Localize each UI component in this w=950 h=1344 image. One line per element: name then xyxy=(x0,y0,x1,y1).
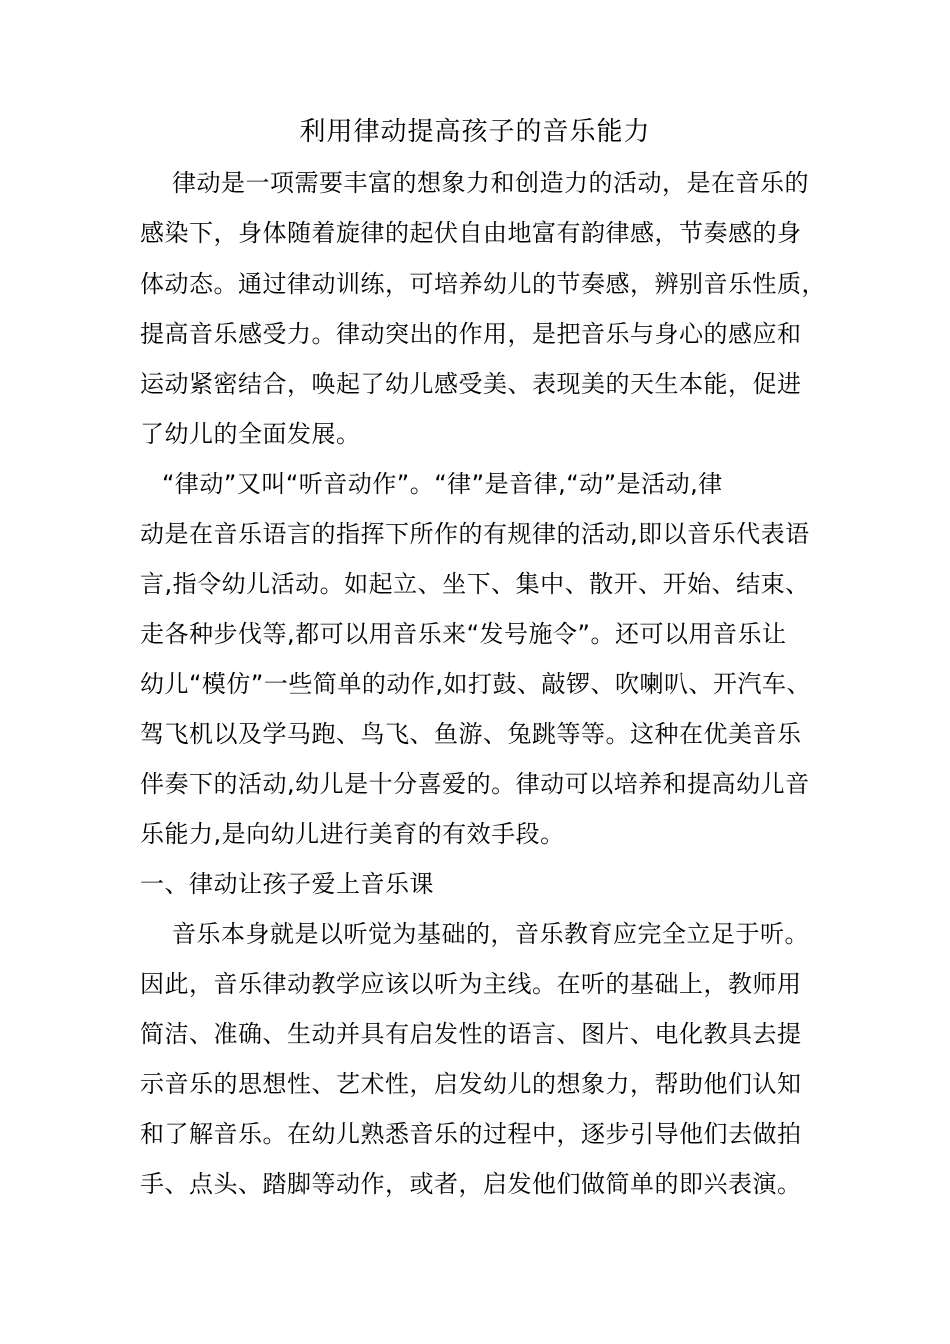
paragraph-line: 驾飞机以及学马跑、鸟飞、鱼游、兔跳等等。这种在优美音乐 xyxy=(140,720,802,748)
paragraph-line: 感染下，身体随着旋律的起伏自由地富有韵律感，节奏感的身 xyxy=(140,219,802,247)
paragraph-line: 了幼儿的全面发展。 xyxy=(140,420,361,448)
paragraph-line: 走各种步伐等,都可以用音乐来“发号施令”。还可以用音乐让 xyxy=(140,620,787,648)
paragraph-line: 伴奏下的活动,幼儿是十分喜爱的。律动可以培养和提高幼儿音 xyxy=(140,770,810,798)
paragraph-line: 和了解音乐。在幼儿熟悉音乐的过程中，逐步引导他们去做拍 xyxy=(140,1120,802,1148)
paragraph-line: 体动态。通过律动训练，可培养幼儿的节奏感，辨别音乐性质， xyxy=(140,270,826,298)
paragraph-line: 手、点头、踏脚等动作，或者，启发他们做简单的即兴表演。 xyxy=(140,1170,802,1198)
paragraph-line: 律动是一项需要丰富的想象力和创造力的活动，是在音乐的 xyxy=(172,169,809,197)
paragraph-line: 乐能力,是向幼儿进行美育的有效手段。 xyxy=(140,820,565,848)
paragraph-line: 幼儿“模仿”一些简单的动作,如打鼓、敲锣、吹喇叭、开汽车、 xyxy=(140,670,811,698)
paragraph-line: 运动紧密结合，唤起了幼儿感受美、表现美的天生本能，促进 xyxy=(140,370,802,398)
paragraph-line: 简洁、准确、生动并具有启发性的语言、图片、电化教具去提 xyxy=(140,1020,802,1048)
paragraph-line: 提高音乐感受力。律动突出的作用，是把音乐与身心的感应和 xyxy=(140,320,802,348)
document-title: 利用律动提高孩子的音乐能力 xyxy=(299,117,651,147)
paragraph-line: 动是在音乐语言的指挥下所作的有规律的活动,即以音乐代表语 xyxy=(140,520,810,548)
paragraph-line: 音乐本身就是以听觉为基础的，音乐教育应完全立足于听。 xyxy=(172,920,809,948)
paragraph-line: 示音乐的思想性、艺术性，启发幼儿的想象力，帮助他们认知 xyxy=(140,1070,802,1098)
paragraph-line: 因此，音乐律动教学应该以听为主线。在听的基础上，教师用 xyxy=(140,970,802,998)
section-heading: 一、律动让孩子爱上音乐课 xyxy=(140,870,434,898)
paragraph-line: “律动”又叫“听音动作”。“律”是音律,“动”是活动,律 xyxy=(162,470,723,498)
paragraph-line: 言,指令幼儿活动。如起立、坐下、集中、散开、开始、结束、 xyxy=(140,570,810,598)
